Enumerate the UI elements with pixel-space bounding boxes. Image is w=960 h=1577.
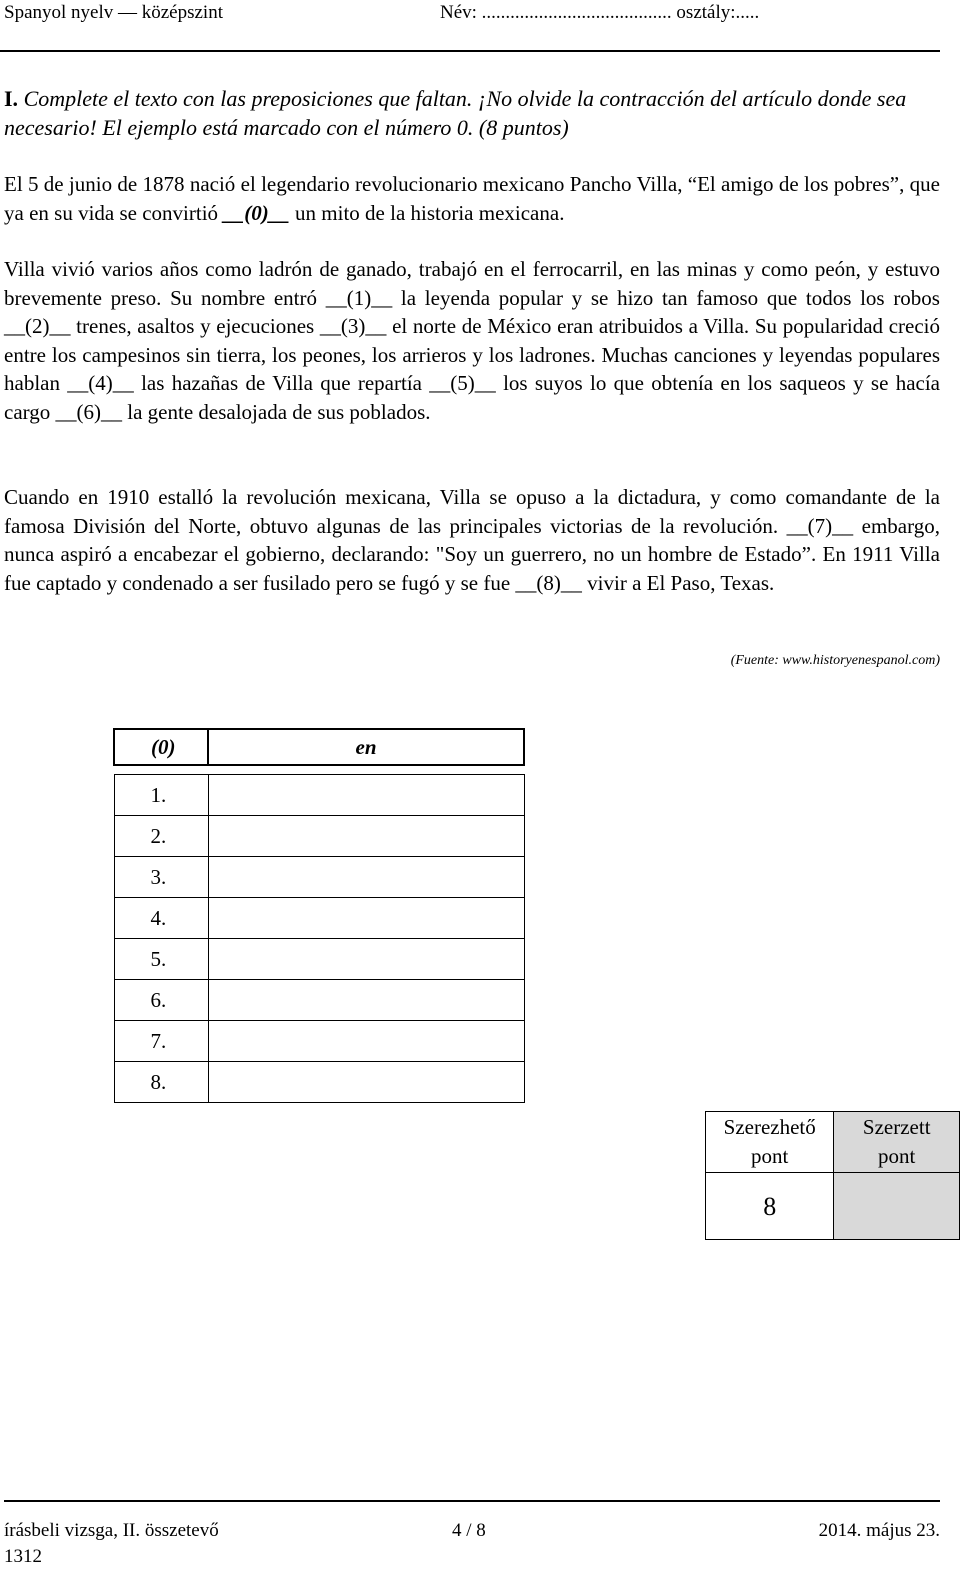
answer-number: 2.: [114, 816, 208, 857]
answer-field[interactable]: [208, 816, 524, 857]
answer-number: 8.: [114, 1062, 208, 1103]
answer-field[interactable]: [208, 898, 524, 939]
source-citation: (Fuente: www.historyenespanol.com): [730, 653, 940, 668]
header-line: Szerzett: [862, 1115, 931, 1139]
page-header: [0, 0, 940, 36]
footer-rule: [4, 1500, 940, 1502]
text-fragment: un mito de la historia mexicana.: [289, 200, 565, 225]
name-class-field: Név: ........................................ osztály:.....: [440, 2, 760, 23]
text-fragment: embargo, nunca aspiró a encabezar el gobierno, declarando: "Soy un guerrero, no un hombre de Estado”. En 1911 Villa fue captado y condenado a ser fusilado pero se fugó y se fue: [4, 513, 940, 595]
earned-points-field[interactable]: [834, 1173, 960, 1240]
answer-row: [114, 775, 524, 816]
exam-date: 2014. május 23.: [818, 1520, 940, 1541]
answer-number: 5.: [114, 939, 208, 980]
possible-points-header: [706, 1112, 834, 1173]
answer-field[interactable]: [208, 1021, 524, 1062]
exercise-instruction: [4, 84, 940, 142]
answer-number: (0): [114, 729, 208, 765]
paragraph-2: [4, 255, 940, 427]
answer-field[interactable]: [208, 775, 524, 816]
text-fragment: el norte de México eran atribuidos a Villa. Su popularidad creció entre los campesinos sin tierra, los peones, los arrieros y los ladrones. Muchas canciones y leyendas populares hablan: [4, 314, 940, 396]
gap-5: __(5)__: [429, 371, 496, 396]
exam-code: 1312: [4, 1546, 42, 1567]
gap-8: __(8)__: [515, 570, 582, 595]
header-rule: [0, 50, 940, 52]
text-fragment: la gente desalojada de sus poblados.: [122, 399, 431, 424]
gap-7: __(7)__: [786, 513, 854, 538]
gap-4: __(4)__: [67, 371, 134, 396]
answer-number: 6.: [114, 980, 208, 1021]
answer-number: 7.: [114, 1021, 208, 1062]
gap-6: __(6)__: [55, 399, 123, 424]
gap-2: __(2)__: [4, 314, 71, 339]
answer-row: [114, 857, 524, 898]
text-fragment: las hazañas de Villa que repartía: [133, 371, 430, 396]
possible-points-value: 8: [706, 1173, 834, 1240]
answer-number: 3.: [114, 857, 208, 898]
paragraph-3: [4, 483, 940, 597]
answer-value: en: [208, 729, 524, 765]
subject-label: Spanyol nyelv — középszint: [4, 2, 223, 23]
score-table: [705, 1111, 960, 1240]
text-fragment: Cuando en 1910 estalló la revolución mexicana, Villa se opuso a la dictadura, y como comandante de la famosa División del Norte, obtuvo algunas de las principales victorias de la revolución.: [4, 485, 940, 538]
text-fragment: El 5 de junio de 1878 nació el legendario revolucionario mexicano Pancho Villa, “El amigo de los pobres”, que ya en su vida se convirtió: [4, 172, 940, 225]
text-fragment: trenes, asaltos y ejecuciones: [70, 314, 320, 339]
text-fragment: la leyenda popular y se hizo tan famoso que todos los robos: [392, 285, 940, 310]
gap-1: __(1)__: [325, 285, 393, 310]
answer-row: [114, 980, 524, 1021]
answer-table: [113, 728, 525, 1103]
paragraph-1: [4, 170, 940, 227]
instruction-text: Complete el texto con las preposiciones que faltan. ¡No olvide la contracción del artículo donde sea necesario! El ejemplo está marcado con el número 0. (8 puntos): [4, 86, 907, 140]
answer-row: [114, 816, 524, 857]
answer-row: [114, 1062, 524, 1103]
gap-3: __(3)__: [319, 314, 387, 339]
page-number: 4 / 8: [452, 1520, 486, 1541]
answer-row: [114, 1021, 524, 1062]
answer-number: 1.: [114, 775, 208, 816]
answer-row-example: [114, 729, 524, 765]
answer-field[interactable]: [208, 939, 524, 980]
answer-row: [114, 939, 524, 980]
header-line: Szerezhető: [723, 1115, 816, 1139]
header-line: pont: [878, 1144, 916, 1168]
text-fragment: Villa vivió varios años como ladrón de ganado, trabajó en el ferrocarril, en las minas y como peón, y estuvo brevemente preso. Su nombre entró: [4, 257, 940, 310]
answer-row: [114, 898, 524, 939]
answer-number: 4.: [114, 898, 208, 939]
earned-points-header: [834, 1112, 960, 1173]
text-fragment: vivir a El Paso, Texas.: [581, 570, 775, 595]
answer-field[interactable]: [208, 857, 524, 898]
text-fragment: los suyos lo que obtenía en los saqueos y se hacía cargo: [4, 371, 940, 424]
header-line: pont: [751, 1144, 789, 1168]
answer-field[interactable]: [208, 1062, 524, 1103]
gap-example: __(0)__: [223, 200, 290, 225]
answer-field[interactable]: [208, 980, 524, 1021]
exercise-number: I.: [4, 86, 19, 111]
exam-part-label: írásbeli vizsga, II. összetevő: [4, 1520, 219, 1541]
